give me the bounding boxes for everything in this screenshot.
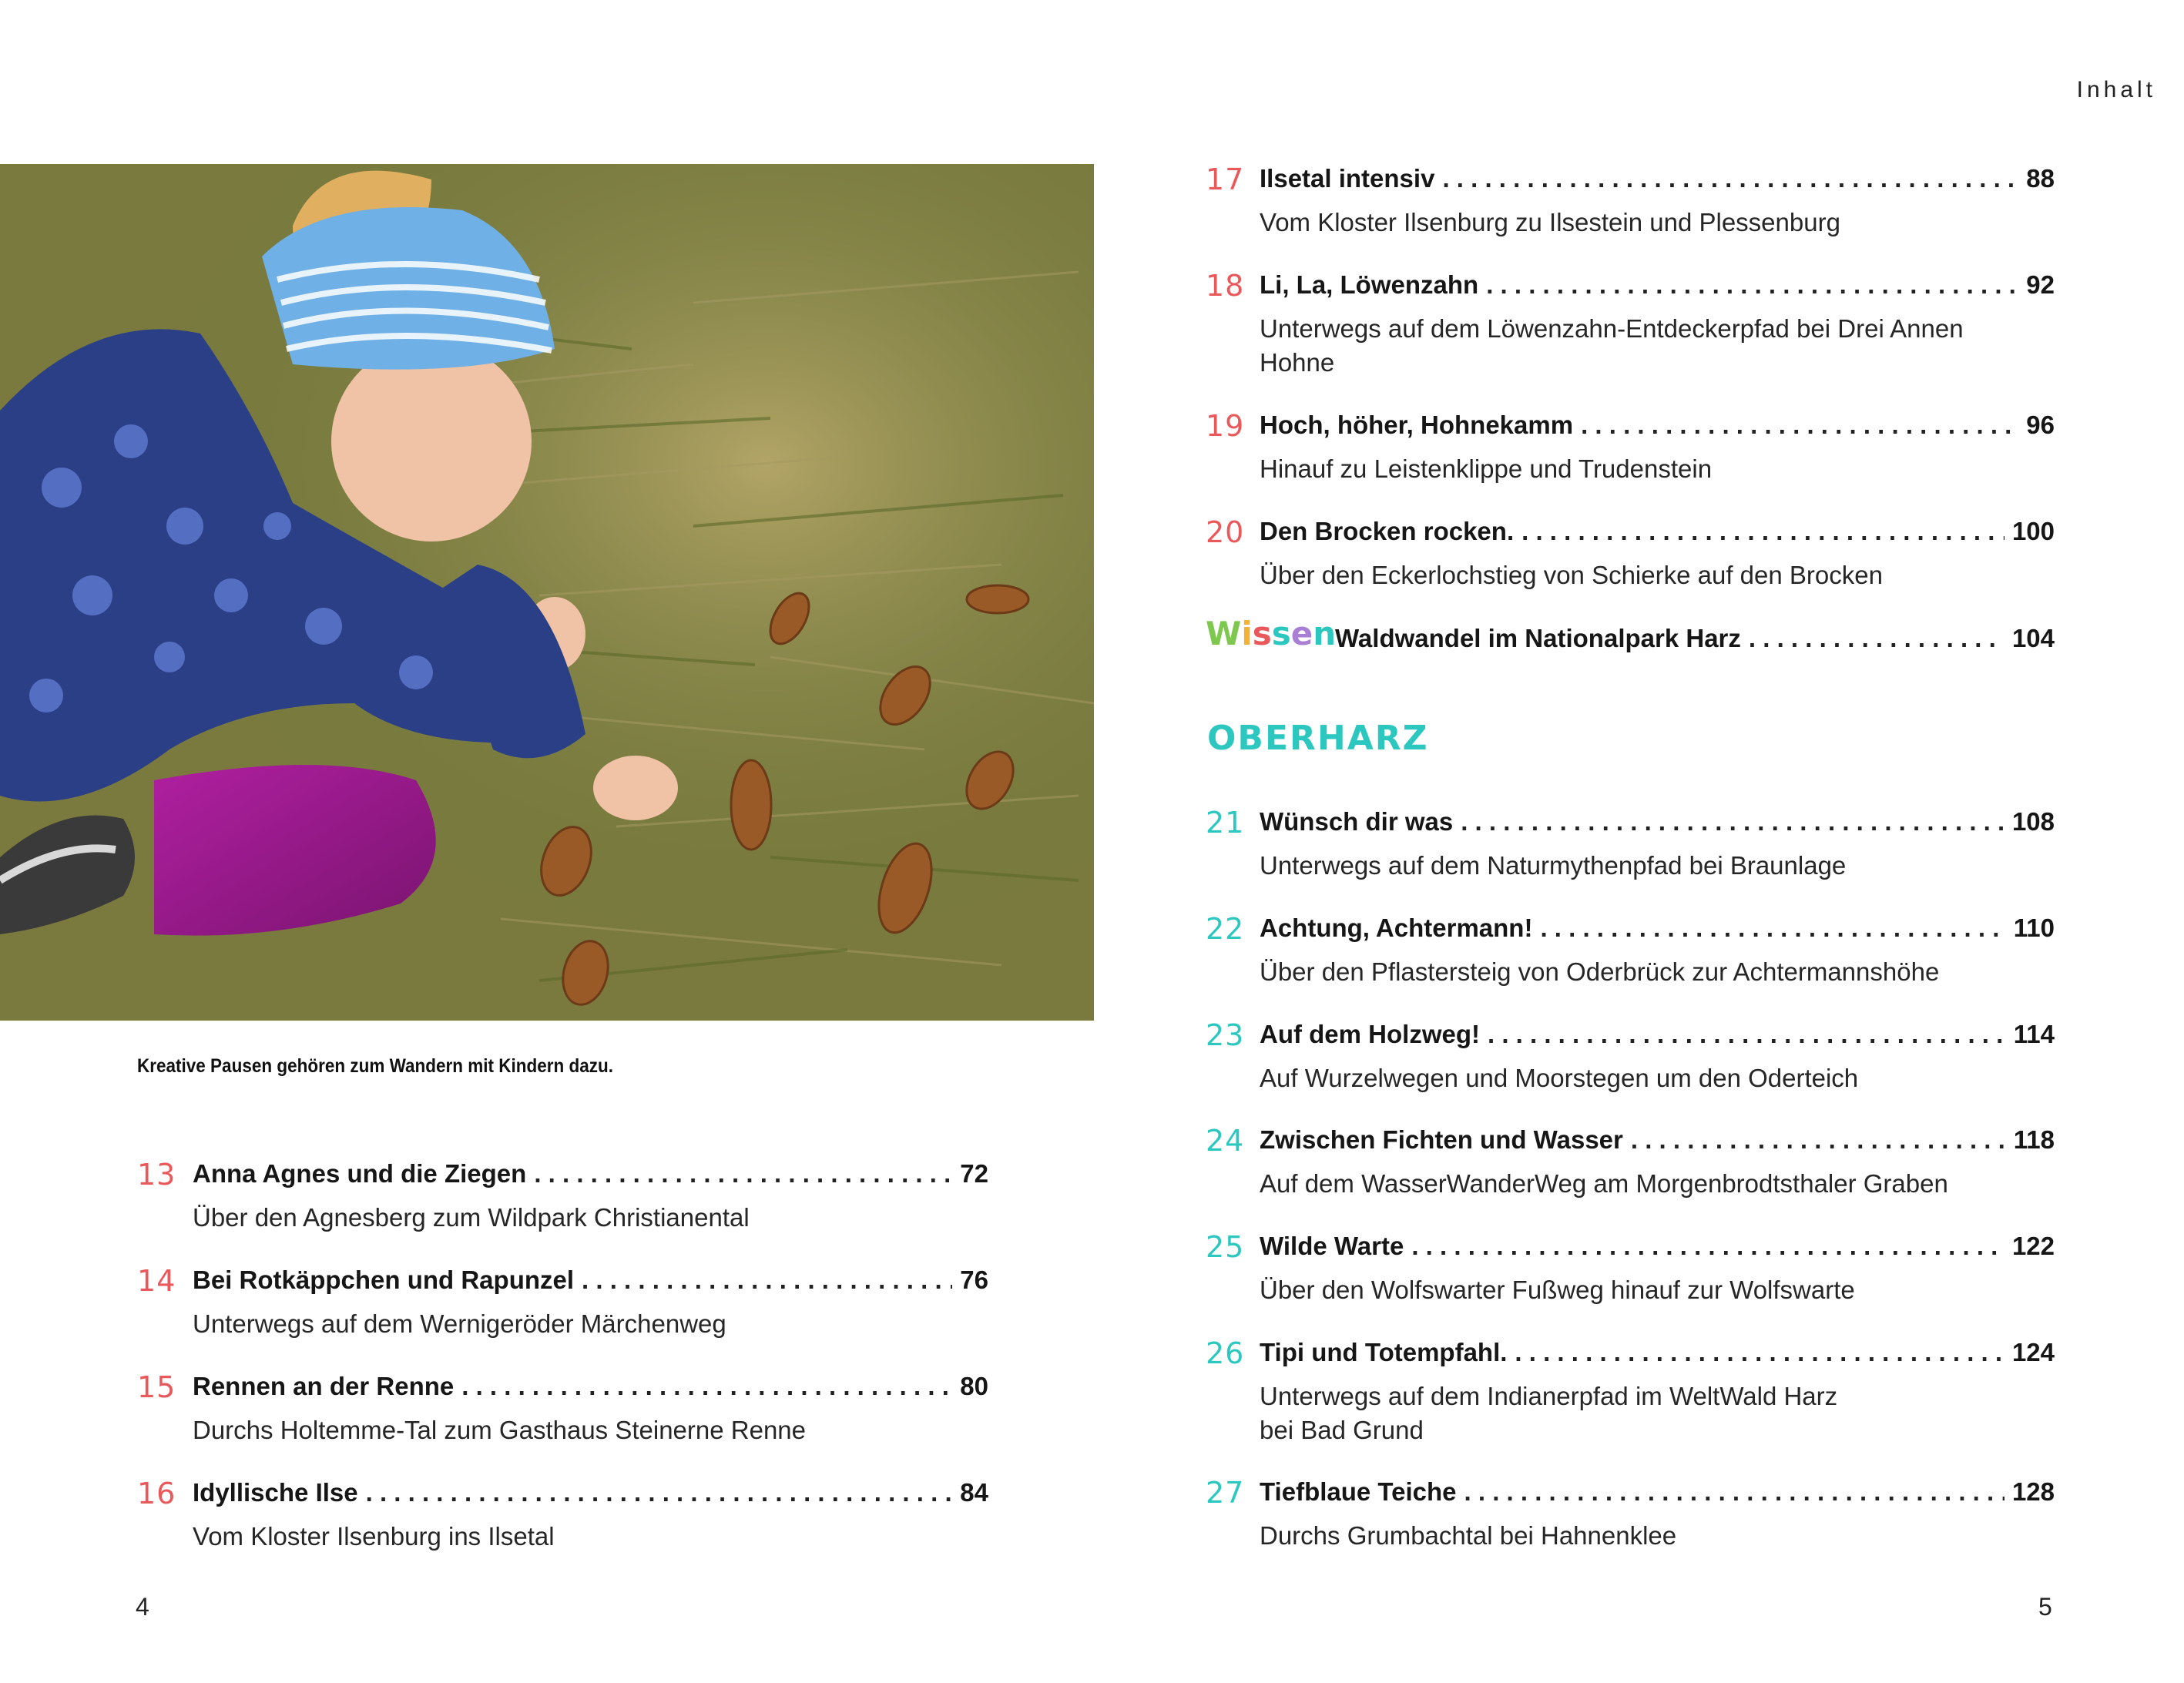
toc-number: 26 xyxy=(1206,1336,1245,1370)
toc-number: 15 xyxy=(137,1370,176,1404)
toc-subtitle-line2: Hohne xyxy=(1260,348,1335,377)
page-number-right: 5 xyxy=(2038,1593,2052,1621)
toc-entry-15[interactable] xyxy=(137,1372,988,1447)
toc-title: Hoch, höher, Hohnekamm xyxy=(1260,411,1574,439)
toc-title: Achtung, Achtermann! xyxy=(1260,914,1533,942)
toc-number: 21 xyxy=(1206,806,1245,840)
wissen-label xyxy=(1206,615,1336,652)
toc-dot-leader xyxy=(1442,164,2018,193)
wissen-letter: W xyxy=(1206,615,1242,652)
toc-subtitle: Hinauf zu Leistenklippe und Trudenstein xyxy=(1260,454,1713,483)
toc-title: Den Brocken rocken. xyxy=(1260,517,1515,545)
toc-subtitle: Auf dem WasserWanderWeg am Morgenbrodtsthaler Graben xyxy=(1260,1169,1948,1198)
toc-page-number: 76 xyxy=(960,1266,988,1294)
toc-title: Ilsetal intensiv xyxy=(1260,164,1435,193)
toc-dot-leader xyxy=(582,1266,952,1295)
toc-dot-leader xyxy=(1749,624,2005,653)
toc-number: 22 xyxy=(1206,912,1245,946)
toc-entry-16[interactable] xyxy=(137,1478,988,1554)
toc-subtitle-line2: bei Bad Grund xyxy=(1260,1416,1424,1444)
toc-title: Tiefblaue Teiche xyxy=(1260,1477,1457,1506)
toc-entry-18[interactable] xyxy=(1206,270,2055,380)
toc-title: Wünsch dir was xyxy=(1260,807,1454,836)
toc-dot-leader xyxy=(1521,517,2005,546)
toc-entry-27[interactable] xyxy=(1206,1477,2055,1553)
toc-dot-leader xyxy=(1540,914,2005,943)
toc-subtitle: Über den Agnesberg zum Wildpark Christianental xyxy=(193,1203,750,1232)
toc-title: Bei Rotkäppchen und Rapunzel xyxy=(193,1266,575,1294)
toc-entry-wissen[interactable] xyxy=(1335,624,2055,653)
toc-dot-leader xyxy=(1488,1020,2006,1049)
toc-number: 19 xyxy=(1206,409,1245,443)
toc-dot-leader xyxy=(366,1478,953,1507)
toc-entry-24[interactable] xyxy=(1206,1125,2055,1201)
toc-dot-leader xyxy=(1411,1232,2005,1261)
toc-dot-leader xyxy=(1461,807,2005,836)
toc-entry-23[interactable] xyxy=(1206,1020,2055,1095)
page-number-left: 4 xyxy=(136,1593,149,1621)
toc-subtitle: Durchs Holtemme-Tal zum Gasthaus Steinerne Renne xyxy=(193,1416,807,1444)
toc-title: Tipi und Totempfahl. xyxy=(1260,1338,1508,1366)
photo-child-with-pine-cones xyxy=(0,164,1094,1021)
running-head: Inhalt xyxy=(2076,77,2156,102)
toc-page-number: 108 xyxy=(2011,807,2055,836)
toc-title: Li, La, Löwenzahn xyxy=(1260,270,1479,299)
toc-number: 27 xyxy=(1206,1476,1245,1510)
toc-page-number: 72 xyxy=(960,1159,988,1188)
toc-subtitle: Über den Wolfswarter Fußweg hinauf zur Wolfswarte xyxy=(1260,1276,1855,1304)
toc-entry-19[interactable] xyxy=(1206,411,2055,486)
toc-dot-leader xyxy=(1581,411,2018,440)
toc-entry-22[interactable] xyxy=(1206,914,2055,989)
toc-entry-26[interactable] xyxy=(1206,1338,2055,1447)
toc-number: 23 xyxy=(1206,1018,1245,1052)
toc-number: 18 xyxy=(1206,269,1245,303)
toc-page-number: 110 xyxy=(2013,914,2055,942)
toc-page-number: 128 xyxy=(2011,1477,2055,1506)
toc-entry-14[interactable] xyxy=(137,1266,988,1341)
toc-title: Anna Agnes und die Ziegen xyxy=(193,1159,527,1188)
toc-page-number: 88 xyxy=(2026,164,2055,193)
toc-subtitle: Unterwegs auf dem Naturmythenpfad bei Braunlage xyxy=(1260,851,1847,880)
toc-page-number: 80 xyxy=(960,1372,988,1400)
toc-title: Idyllische Ilse xyxy=(193,1478,358,1507)
toc-dot-leader xyxy=(461,1372,952,1401)
toc-entry-13[interactable] xyxy=(137,1159,988,1235)
toc-subtitle: Unterwegs auf dem Löwenzahn-Entdeckerpfad bei Drei Annen xyxy=(1260,314,1964,343)
section-heading-oberharz: OBERHARZ xyxy=(1207,719,1429,758)
toc-page-number: 84 xyxy=(960,1478,988,1507)
toc-number: 20 xyxy=(1206,515,1245,549)
toc-number: 16 xyxy=(137,1477,176,1510)
toc-entry-21[interactable] xyxy=(1206,807,2055,883)
toc-dot-leader xyxy=(534,1159,952,1188)
toc-subtitle: Auf Wurzelwegen und Moorstegen um den Oderteich xyxy=(1260,1064,1859,1092)
toc-number: 24 xyxy=(1206,1124,1245,1158)
photo-caption: Kreative Pausen gehören zum Wandern mit Kindern dazu. xyxy=(137,1055,614,1077)
toc-dot-leader xyxy=(1515,1338,2005,1367)
toc-dot-leader xyxy=(1631,1125,2006,1155)
toc-subtitle: Durchs Grumbachtal bei Hahnenklee xyxy=(1260,1521,1677,1550)
toc-number: 13 xyxy=(137,1158,176,1192)
toc-subtitle: Unterwegs auf dem Indianerpfad im WeltWald Harz xyxy=(1260,1382,1838,1410)
toc-page-number: 100 xyxy=(2011,517,2055,545)
toc-subtitle: Unterwegs auf dem Wernigeröder Märchenweg xyxy=(193,1309,726,1338)
toc-title: Waldwandel im Nationalpark Harz xyxy=(1335,624,1741,652)
toc-number: 14 xyxy=(137,1264,176,1298)
toc-page-number: 114 xyxy=(2013,1020,2055,1048)
toc-page-number: 96 xyxy=(2026,411,2055,439)
wissen-letter: s xyxy=(1271,615,1291,652)
toc-dot-leader xyxy=(1486,270,2018,300)
toc-subtitle: Vom Kloster Ilsenburg ins Ilsetal xyxy=(193,1522,555,1551)
toc-entry-25[interactable] xyxy=(1206,1232,2055,1307)
toc-subtitle: Über den Pflastersteig von Oderbrück zur Achtermannshöhe xyxy=(1260,957,1940,986)
wissen-letter: i xyxy=(1241,615,1253,652)
toc-title: Wilde Warte xyxy=(1260,1232,1404,1260)
toc-title: Auf dem Holzweg! xyxy=(1260,1020,1480,1048)
toc-page-number: 118 xyxy=(2013,1125,2055,1154)
toc-title: Rennen an der Renne xyxy=(193,1372,455,1400)
wissen-letter: s xyxy=(1252,615,1272,652)
toc-page-number: 104 xyxy=(2011,624,2055,652)
toc-title: Zwischen Fichten und Wasser xyxy=(1260,1125,1623,1154)
toc-entry-17[interactable] xyxy=(1206,164,2055,240)
toc-number: 17 xyxy=(1206,163,1245,196)
toc-page-number: 122 xyxy=(2011,1232,2055,1260)
wissen-letter: e xyxy=(1290,615,1313,652)
toc-subtitle: Vom Kloster Ilsenburg zu Ilsestein und Plessenburg xyxy=(1260,208,1840,236)
toc-entry-20[interactable] xyxy=(1206,517,2055,592)
toc-number: 25 xyxy=(1206,1230,1245,1264)
toc-subtitle: Über den Eckerlochstieg von Schierke auf den Brocken xyxy=(1260,561,1883,589)
wissen-letter: n xyxy=(1313,615,1337,652)
toc-page-number: 92 xyxy=(2026,270,2055,299)
toc-dot-leader xyxy=(1464,1477,2005,1507)
toc-page-number: 124 xyxy=(2011,1338,2055,1366)
